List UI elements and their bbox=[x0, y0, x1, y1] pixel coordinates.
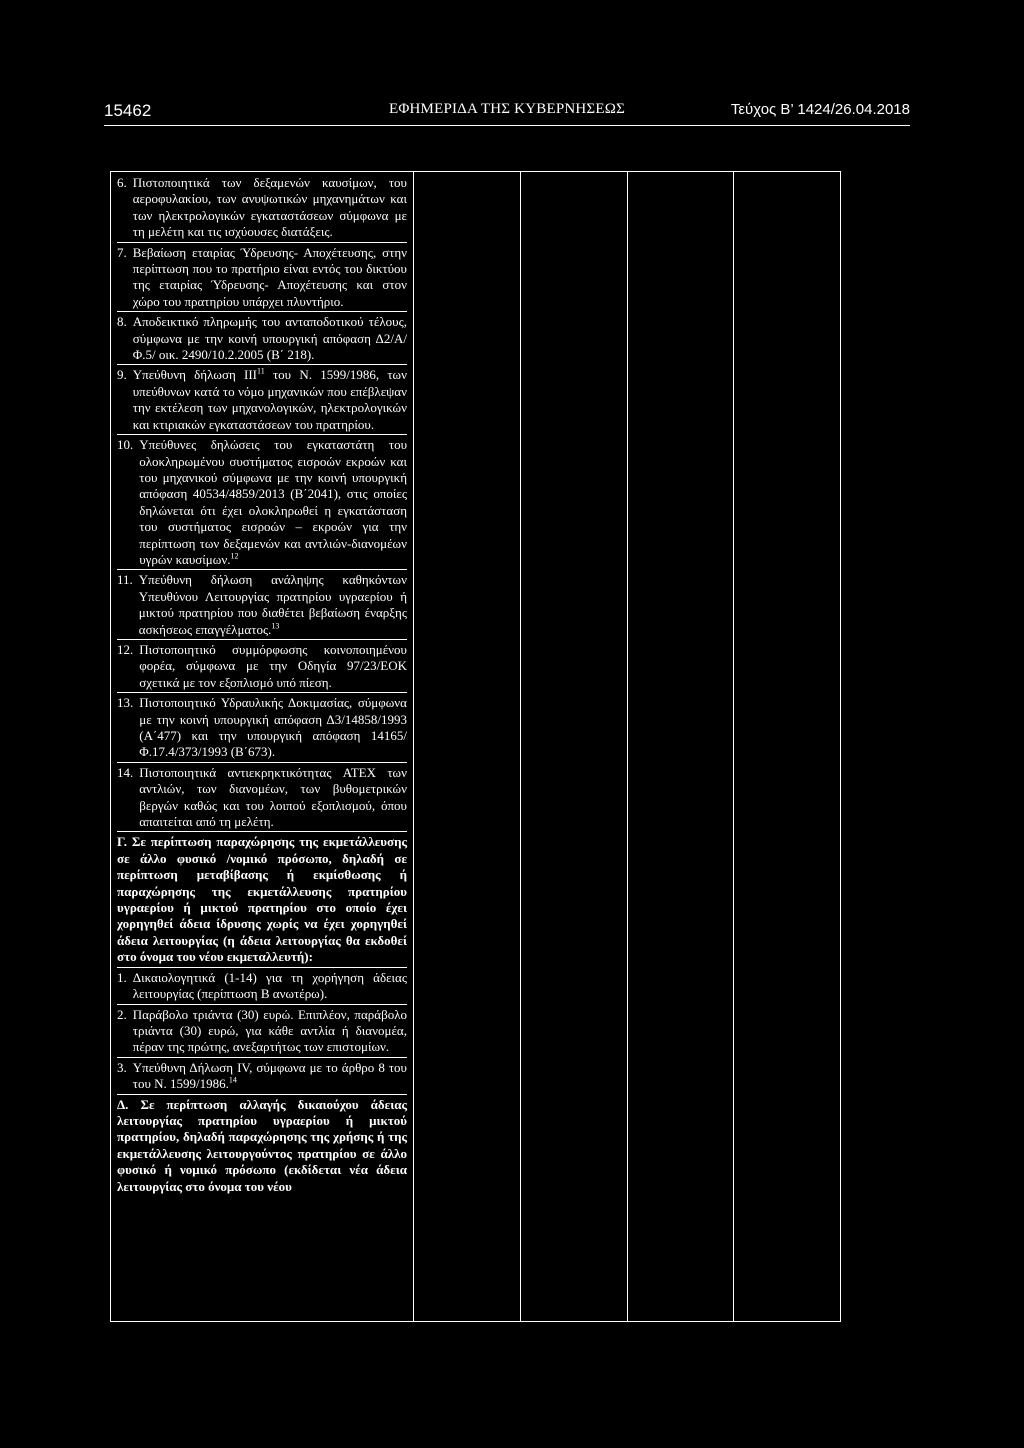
list-item: 13. Πιστοποιητικό Υδραυλικής Δοκιμασίας, σύμφωνα με την κοινή υπουργική απόφαση Δ3/14858/1993 (Α΄477) και την υπουργική απόφαση 14165/Φ.17.4/373/1993 (Β΄673). bbox=[117, 695, 407, 763]
list-item: 8. Αποδεικτικό πληρωμής του ανταποδοτικού τέλους, σύμφωνα με την κοινή υπουργική απόφαση Δ2/Α/Φ.5/ οικ. 2490/10.2.2005 (Β΄ 218). bbox=[117, 314, 407, 365]
issue-reference: Τεύχος Β’ 1424/26.04.2018 bbox=[730, 101, 910, 118]
page-header bbox=[104, 101, 910, 126]
footnote-ref: 14 bbox=[228, 1075, 237, 1085]
list-item: 9. Υπεύθυνη δήλωση ΙΙΙ$^{11}$ του Ν. 1599/1986, των υπεύθυνων κατά το νόμο μηχανικών που επέβλεψαν την εκτέλεση των μηχανολογικών, ηλεκτρολογικών και κτιριακών εγκαταστάσεων του πρατηρίου. bbox=[117, 367, 407, 435]
requirements-cell bbox=[111, 172, 414, 1322]
section-d-heading: Δ. Σε περίπτωση αλλαγής δικαιούχου άδειας λειτουργίας πρατηρίου υγραερίου ή μικτού πρατηρίου, δηλαδή παραχώρησης της χρήσης ή της εκμετάλλευσης λειτουργούντος πρατηρίου σε άλλο φυσικό ή νομικό πρόσωπο (εκδίδεται νέα άδεια λειτουργίας στο όνομα του νέου bbox=[117, 1096, 407, 1194]
empty-column bbox=[520, 172, 627, 1322]
page-number: 15462 bbox=[104, 101, 152, 120]
footnote-ref: 12 bbox=[230, 551, 239, 561]
list-item: 11. Υπεύθυνη δήλωση ανάληψης καθηκόντων Υπευθύνου Λειτουργίας πρατηρίου υγραερίου ή μικτού πρατηρίου που διαθέτει βεβαίωση έναρξης ασκήσεως επαγγέλματος.$^{13}$ bbox=[117, 572, 407, 640]
empty-column bbox=[414, 172, 521, 1322]
list-item: 1. Δικαιολογητικά (1-14) για τη χορήγηση άδειας λειτουργίας (περίπτωση Β ανωτέρω). bbox=[117, 970, 407, 1005]
empty-column bbox=[734, 172, 841, 1322]
list-item: 10. Υπεύθυνες δηλώσεις του εγκαταστάτη του ολοκληρωμένου συστήματος εισροών εκροών και του μηχανικού σύμφωνα με την κοινή υπουργική απόφαση 40534/4859/2013 (Β΄2041), στις οποίες δηλώνεται ότι έχει ολοκληρωθεί η εγκατάσταση του συστήματος εισροών – εκροών για την περίπτωση των δεξαμενών και αντλιών-διανομέων υγρών καυσίμων.$^{12}$ bbox=[117, 437, 407, 570]
journal-title: ΕΦΗΜΕΡΙΔΑ ΤΗΣ ΚΥΒΕΡΝΗΣΕΩΣ bbox=[388, 101, 625, 117]
list-item: 2. Παράβολο τριάντα (30) ευρώ. Επιπλέον, παράβολο τριάντα (30) ευρώ, για κάθε αντλία ή διανομέα, πέραν της πρώτης, ανεξαρτήτως των επιστομίων. bbox=[117, 1007, 407, 1058]
footnote-ref: 13 bbox=[271, 621, 280, 631]
list-item: 6. Πιστοποιητικά των δεξαμενών καυσίμων, του αεροφυλακίου, των ανυψωτικών μηχανημάτων και των ηλεκτρολογικών εγκαταστάσεων σύμφωνα με τη μελέτη και τις ισχύουσες διατάξεις. bbox=[117, 175, 407, 243]
list-item: 3. Υπεύθυνη Δήλωση IV, σύμφωνα με το άρθρο 8 του του Ν. 1599/1986.14 bbox=[117, 1060, 407, 1095]
section-g-heading: Γ. Σε περίπτωση παραχώρησης της εκμετάλλευσης σε άλλο φυσικό /νομικό πρόσωπο, δηλαδή σε περίπτωση μεταβίβασης ή εκμίσθωσης ή παραχώρησης της εκμετάλλευσης πρατηρίου υγραερίου ή μικτού πρατηρίου στο οποίο έχει χορηγηθεί άδεια ίδρυσης χωρίς να έχει χορηγηθεί άδεια λειτουργίας (η άδεια λειτουργίας θα εκδοθεί στο όνομα του νέου εκμεταλλευτή): bbox=[117, 834, 407, 967]
list-item: 12. Πιστοποιητικό συμμόρφωσης κοινοποιημένου φορέα, σύμφωνα με την Οδηγία 97/23/ΕΟΚ σχετικά με τον εξοπλισμό υπό πίεση. bbox=[117, 642, 407, 693]
empty-column bbox=[627, 172, 734, 1322]
list-item: 14. Πιστοποιητικά αντιεκρηκτικότητας ATEX των αντλιών, των διανομέων, των βυθομετρικών βεργών καθώς και του λοιπού εξοπλισμού, όπου απαιτείται από τη μελέτη. bbox=[117, 765, 407, 833]
requirements-table bbox=[110, 171, 841, 1322]
list-item: 7. Βεβαίωση εταιρίας Ύδρευσης- Αποχέτευσης, στην περίπτωση που το πρατήριο είναι εντός του δικτύου της εταιρίας Ύδρευσης- Αποχέτευσης και στον χώρο του πρατηρίου υπάρχει πλυντήριο. bbox=[117, 245, 407, 313]
footnote-ref: 11 bbox=[257, 367, 265, 377]
